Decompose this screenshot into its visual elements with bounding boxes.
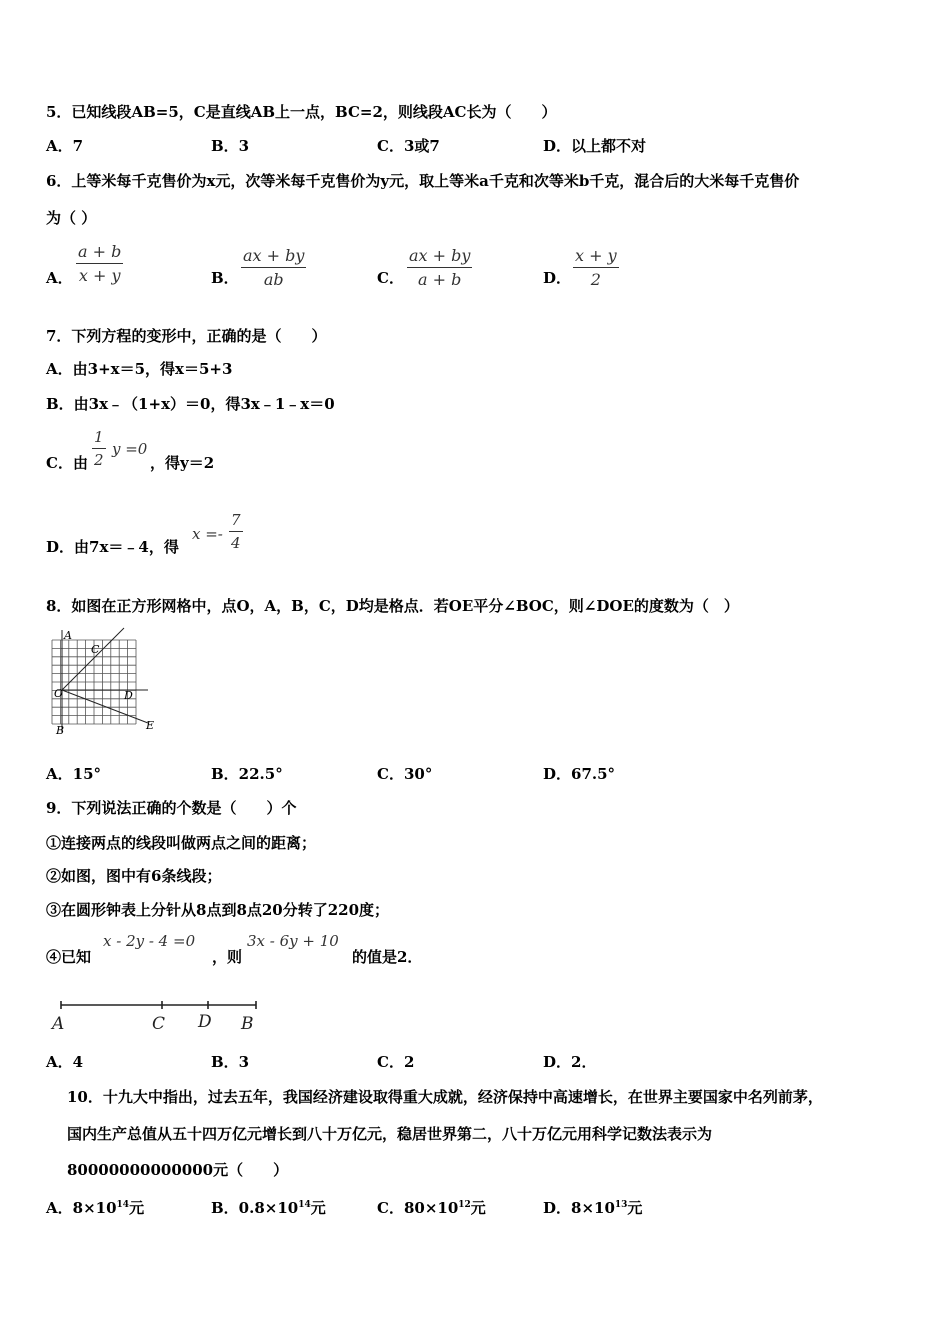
- fraction-bar: [241, 267, 306, 268]
- point-label-a: A: [64, 629, 72, 642]
- q6-stem-line2: 为（ ）: [46, 209, 97, 227]
- fraction-bar: [76, 263, 123, 264]
- q7-d-fraction: [229, 511, 243, 552]
- q10-option-a: [46, 1195, 144, 1218]
- q8-grid-figure: [48, 628, 168, 740]
- q6-c-numerator: ax + by: [409, 246, 471, 265]
- q10-d-base: D．8×10: [543, 1199, 615, 1217]
- fraction-bar: [92, 448, 106, 449]
- q10-option-d: [543, 1195, 642, 1218]
- q10-stem-line1: 10．十九大中指出，过去五年，我国经济建设取得重大成就，经济保持中高速增长，在世界主要国家中名列前茅，: [67, 1088, 823, 1106]
- q10-d-unit: 元: [627, 1199, 643, 1217]
- q9-option-d: D．2．: [543, 1053, 597, 1071]
- q5-option-d: D．以上都不对: [543, 137, 647, 155]
- point-label-e: E: [146, 719, 155, 732]
- q6-option-a-label: A．: [46, 269, 73, 287]
- q10-b-unit: 元: [310, 1199, 326, 1217]
- q9-option-c: C．2: [377, 1053, 415, 1071]
- q7-option-c-prefix: C．由: [46, 454, 88, 472]
- q7-d-denominator: 4: [231, 534, 241, 552]
- q10-b-base: B．0.8×10: [211, 1199, 299, 1217]
- q9-option-b: B．3: [211, 1053, 250, 1071]
- figure-rays: [62, 628, 148, 732]
- q10-c-exponent: 12: [458, 1200, 471, 1210]
- q8-option-b: B．22.5°: [211, 765, 283, 783]
- q6-option-b-fraction: [241, 246, 306, 289]
- q8-stem: 8．如图在正方形网格中，点O，A，B，C，D均是格点．若OE平分∠BOC，则∠DOE的度数为（ ）: [46, 597, 739, 615]
- segment-label-a: A: [52, 1014, 65, 1034]
- q9-s4-expression: 3x - 6y + 10: [247, 932, 339, 950]
- q7-option-b: B．由3x﹣（1+x）＝0，得3x﹣1﹣x＝0: [46, 395, 335, 413]
- q7-option-a: A．由3+x＝5，得x＝5+3: [46, 360, 233, 378]
- q6-a-denominator: x + y: [78, 266, 121, 285]
- fraction-bar: [407, 267, 472, 268]
- q8-option-a: A．15°: [46, 765, 102, 783]
- q6-option-d-label: D．: [543, 269, 572, 287]
- q8-option-d: D．67.5°: [543, 765, 616, 783]
- point-label-b: B: [56, 724, 65, 737]
- q10-a-exponent: 14: [116, 1200, 130, 1210]
- q6-b-denominator: ab: [263, 270, 284, 289]
- q10-b-exponent: 14: [298, 1200, 311, 1210]
- q7-option-c-suffix: ，得y＝2: [150, 454, 215, 472]
- q5-option-a: A．7: [46, 137, 84, 155]
- q10-a-unit: 元: [129, 1199, 145, 1217]
- q10-c-base: C．80×10: [377, 1199, 459, 1217]
- q6-option-c-fraction: [407, 246, 472, 289]
- q10-a-base: A．8×10: [46, 1199, 117, 1217]
- q7-option-d-prefix: D．由7x＝﹣4，得: [46, 538, 179, 556]
- q10-c-unit: 元: [470, 1199, 486, 1217]
- q6-b-numerator: ax + by: [243, 246, 305, 265]
- q5-option-b: B．3: [211, 137, 250, 155]
- q10-stem-line2: 国内生产总值从五十四万亿元增长到八十万亿元，稳居世界第二，八十万亿元用科学记数法表示为: [67, 1125, 713, 1143]
- segment-label-c: C: [152, 1014, 166, 1034]
- q7-c-denominator: 2: [94, 451, 104, 469]
- q10-option-b: [211, 1195, 326, 1218]
- q6-option-d-fraction: [573, 246, 619, 289]
- fraction-bar: [573, 267, 619, 268]
- segment-line: [61, 1001, 256, 1009]
- q6-stem-line1: 6．上等米每千克售价为x元，次等米每千克售价为y元，取上等米a千克和次等米b千克，混合后的大米每千克售价: [46, 172, 800, 190]
- q9-statement-4-suffix: 的值是2．: [352, 948, 423, 966]
- q7-c-fraction: [92, 428, 106, 469]
- segment-label-d: D: [198, 1012, 212, 1032]
- segment-label-b: B: [241, 1014, 254, 1034]
- q7-stem: 7．下列方程的变形中，正确的是（ ）: [46, 327, 327, 345]
- point-label-d: D: [124, 689, 133, 702]
- q9-option-a: A．4: [46, 1053, 84, 1071]
- q9-statement-1: ①连接两点的线段叫做两点之间的距离；: [46, 834, 317, 852]
- q9-statement-4-mid: ，则: [212, 948, 243, 966]
- point-label-c: C: [91, 643, 100, 656]
- q9-statement-4-prefix: ④已知: [46, 948, 92, 966]
- q9-stem: 9．下列说法正确的个数是（ ）个: [46, 799, 297, 817]
- q10-option-c: [377, 1195, 486, 1218]
- q7-c-numerator: 1: [94, 428, 104, 446]
- q8-option-c: C．30°: [377, 765, 433, 783]
- q6-d-numerator: x + y: [575, 246, 617, 265]
- q9-segment-figure: [48, 997, 268, 1037]
- q6-option-c-label: C．: [377, 269, 404, 287]
- q5-option-c: C．3或7: [377, 137, 440, 155]
- q7-d-expression: x =-: [192, 525, 223, 543]
- q6-d-denominator: 2: [590, 270, 601, 289]
- q6-option-b-label: B．: [211, 269, 239, 287]
- q6-c-denominator: a + b: [418, 270, 462, 289]
- q9-s4-equation: x - 2y - 4 =0: [103, 932, 196, 950]
- q5-stem: 5．已知线段AB=5，C是直线AB上一点，BC=2，则线段AC长为（ ）: [46, 103, 557, 121]
- q10-stem-line3: 80000000000000元（ ）: [67, 1161, 289, 1179]
- fraction-bar: [229, 531, 243, 532]
- q9-statement-2: ②如图，图中有6条线段；: [46, 867, 222, 885]
- q7-c-expression: y =0: [112, 440, 148, 458]
- q9-statement-3: ③在圆形钟表上分针从8点到8点20分转了220度；: [46, 901, 390, 919]
- q10-d-exponent: 13: [614, 1200, 628, 1210]
- point-label-o: O: [54, 687, 64, 700]
- q6-option-a-fraction: [76, 242, 123, 285]
- q6-a-numerator: a + b: [78, 242, 122, 261]
- q7-d-numerator: 7: [231, 511, 241, 529]
